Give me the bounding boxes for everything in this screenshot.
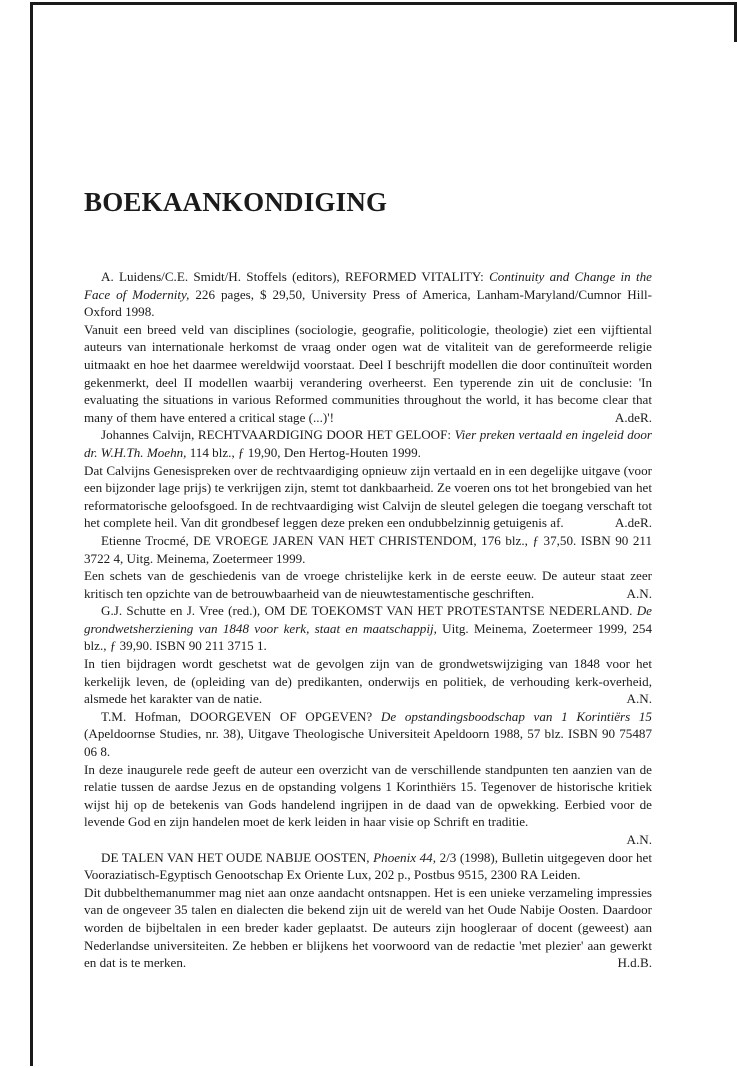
review-text: Dat Calvijns Genesispreken over de rechtvaardiging opnieuw zijn vertaald en in een degelijke uitgave (voor een bijzonder lage prijs) te verkrijgen zijn, stemt tot dankbaarheid. Ze voeren ons tot het brongebied van het reformatorische geloofsgoed. In de rechtvaardiging wist Calvijn de sleutel gelegen die toegang verschaft tot het complete heil. Van dit grondbesef leggen deze preken een ondubbelzinnig getuigenis af. A.deR. xyxy=(84,462,652,531)
review-signature: A.N. xyxy=(626,585,652,601)
review-signature: H.d.B. xyxy=(617,955,652,971)
review-signature: A.deR. xyxy=(614,409,652,425)
review-bibliography: G.J. Schutte en J. Vree (red.), OM DE TOEKOMST VAN HET PROTESTANTSE NEDERLAND. De grondwetsherziening van 1848 voor kerk, staat en maatschappij, Uitg. Meinema, Zoetermeer 1999, 254 blz., ƒ 39,90. ISBN 90 211 3715 1. xyxy=(84,603,652,654)
review-text: In deze inaugurele rede geeft de auteur een overzicht van de verschillende standpunten ten aanzien van de relatie tussen de aardse Jezus en de opstanding volgens 1 Korinthiërs 15. Tegenover de historische kritiek wijst hij op de betekenis van Gods handelend ingrijpen in de daad van de opwekking. Eerbied voor de levende God en zijn handelen moet de kerk leiden in haar visie op Schrift en traditie. A.N. xyxy=(84,761,652,847)
page-border-right xyxy=(734,2,737,42)
review-bibliography: Johannes Calvijn, RECHTVAARDIGING DOOR HET GELOOF: Vier preken vertaald en ingeleid door dr. W.H.Th. Moehn, 114 blz., ƒ 19,90, Den Hertog-Houten 1999. xyxy=(84,427,653,460)
review-luidens xyxy=(84,268,652,426)
review-bibliography: A. Luidens/C.E. Smidt/H. Stoffels (editors), REFORMED VITALITY: Continuity and Change in the Face of Modernity, 226 pages, $ 29,50, University Press of America, Lanham-Maryland/Cumnor Hill-Oxford 1998. xyxy=(84,269,652,320)
review-bibliography: T.M. Hofman, DOORGEVEN OF OPGEVEN? De opstandingsboodschap van 1 Korintiërs 15 (Apeldoornse Studies, nr. 38), Uitgave Theologische Universiteit Apeldoorn 1988, 57 blz. ISBN 90 75487 06 8. xyxy=(84,708,652,760)
review-hofman xyxy=(84,708,652,849)
review-phoenix xyxy=(84,849,652,972)
page-border-top xyxy=(30,2,736,5)
review-trocme xyxy=(84,532,652,602)
review-bibliography: DE TALEN VAN HET OUDE NABIJE OOSTEN, Phoenix 44, 2/3 (1998), Bulletin uitgegeven door het Vooraziatisch-Egyptisch Genootschap Ex Oriente Lux, 202 p., Postbus 9515, 2300 RA Leiden. xyxy=(84,849,652,883)
review-bibliography: Etienne Trocmé, DE VROEGE JAREN VAN HET CHRISTENDOM, 176 blz., ƒ 37,50. ISBN 90 211 3722 4, Uitg. Meinema, Zoetermeer 1999. xyxy=(84,532,652,566)
review-text: Een schets van de geschiedenis van de vroege christelijke kerk in de eerste eeuw. De auteur staat zeer kritisch ten opzichte van de betrouwbaarheid van de nieuwtestamentische geschriften. A.N. xyxy=(84,568,652,601)
reviews-list xyxy=(84,268,652,972)
review-signature: A.N. xyxy=(626,691,652,707)
document-page xyxy=(84,186,652,972)
review-text: Dit dubbelthemanummer mag niet aan onze aandacht ontsnappen. Het is een unieke verzameling impressies van de ongeveer 35 talen en dialecten die bekend zijn uit de wereld van het Oude Nabije Oosten. Daardoor worden de bijbeltalen in een breder kader geplaatst. De auteurs zijn hoogleraar of docent (geweest) aan Nederlandse universiteiten. Ze hebben er blijkens het voorwoord van de redactie 'met plezier' aan gewerkt en dat is te merken. H.d.B. xyxy=(84,884,652,971)
review-schutte-vree xyxy=(84,602,652,708)
page-border-left xyxy=(30,2,33,1066)
review-calvijn xyxy=(84,426,652,532)
review-text: Vanuit een breed veld van disciplines (sociologie, geografie, politicologie, theologie) ziet een vijftiental auteurs van internationale herkomst de vraag onder ogen wat de vitaliteit van de gereformeerde religie uitmaakt en hoe het daarmee wereldwijd voorstaat. Deel I beschrijft modellen die door continuïteit worden gekenmerkt, deel II modellen waarbij verandering overheerst. Een typerende zin uit de conclusie: 'In evaluating the situations in various Reformed communities throughout the world, it has become clear that many of them have entered a critical stage (...)'! A.deR. xyxy=(84,321,652,425)
review-signature: A.N. xyxy=(626,832,652,847)
review-text: In tien bijdragen wordt geschetst wat de gevolgen zijn van de grondwetswijziging van 1848 voor het kerkelijk leven, de (opleiding van de) predikanten, onderwijs en politiek, de verhouding kerk-overheid, alsmede het karakter van de natie. A.N. xyxy=(84,656,652,707)
review-signature: A.deR. xyxy=(614,515,652,531)
page-title: BOEKAANKONDIGING xyxy=(84,187,388,217)
